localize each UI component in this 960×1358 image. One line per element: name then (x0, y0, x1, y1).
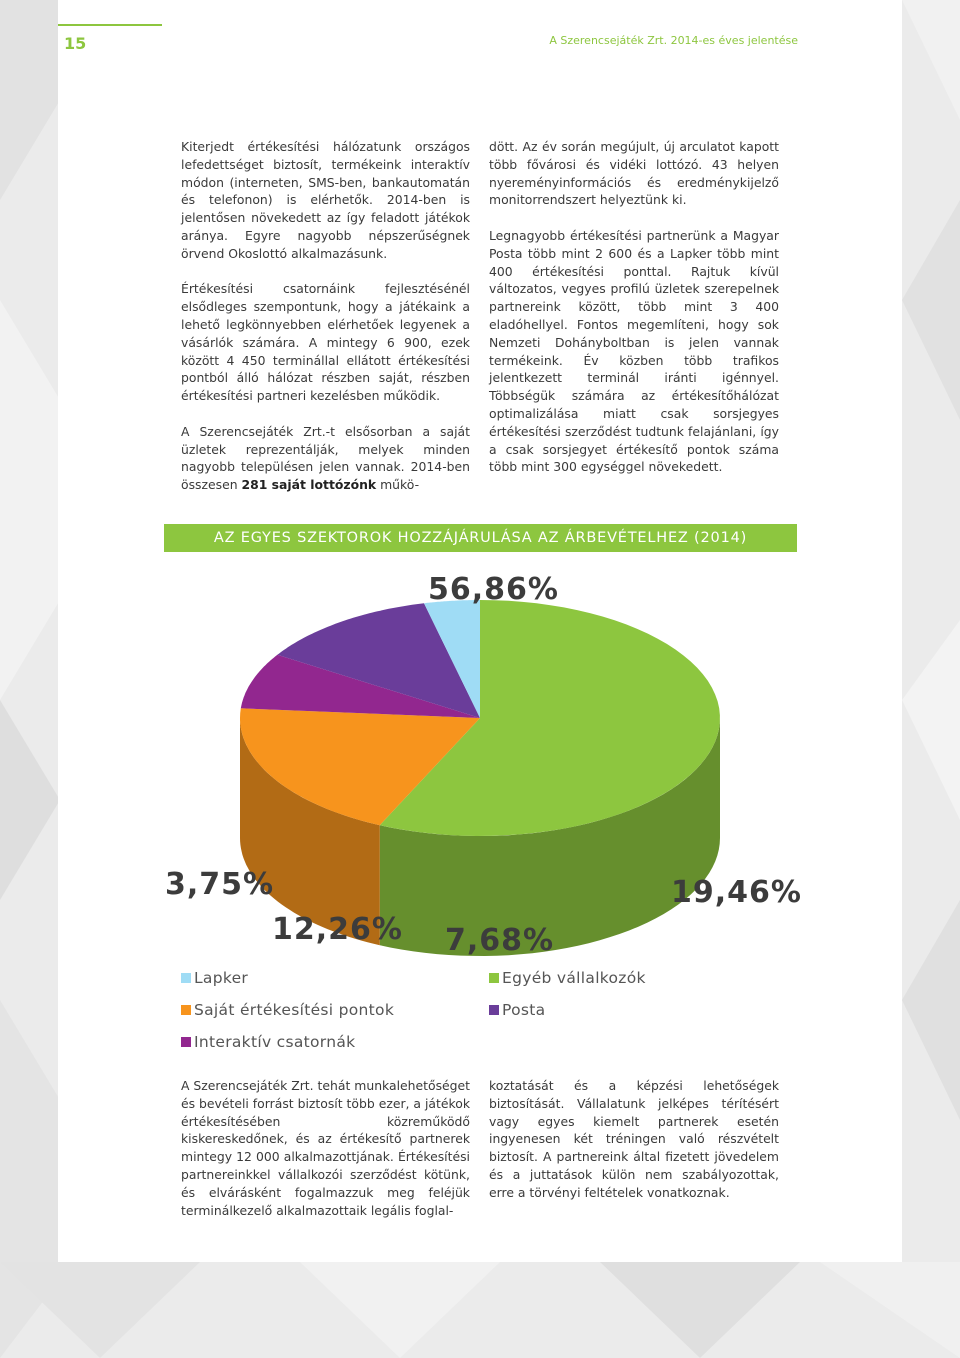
legend-swatch (181, 973, 191, 983)
legend-swatch (181, 1037, 191, 1047)
paragraph: koztatását és a képzési lehetőségek biztosítását. Vállalatunk jelképes térítésért vagy egyes kiemelt partnerek esetén ingyenesen két tréningen való részvételt biztosít. A partnereink által fizetett jövedelem és a juttatások külön nem szabályozottak, erre a törvényi feltételek vonatkoznak. (489, 1078, 779, 1200)
legend-swatch (181, 1005, 191, 1015)
legend-item (181, 967, 248, 989)
paragraph: Kiterjedt értékesítési hálózatunk országos lefedettséget biztosít, termékeink interaktív módon (interneten, SMS-ben, bankautomatán és telefonon) is elérhetők. 2014-ben is jelentősen növekedett az így feladott játékok aránya. Egyre nagyobb népszerűségnek örvend Okoslottó alkalmazásunk. (181, 139, 470, 261)
legend-label: Egyéb vállalkozók (502, 969, 646, 987)
legend-item (181, 999, 394, 1021)
running-header: A Szerencsejáték Zrt. 2014-es éves jelentése (549, 34, 798, 47)
legend-label: Interaktív csatornák (194, 1033, 356, 1051)
legend-swatch (489, 973, 499, 983)
page-number: 15 (64, 34, 87, 53)
paragraph: A Szerencsejáték Zrt. tehát munkalehetőséget és bevételi forrást biztosít több ezer, a játékok értékesítésében közreműködő kiskereskedőnek, és az értékesítő partnerek mintegy 12 000 alkalmazottjának. Értékesítési partnereinkkel vállalkozói szerződést kötünk, és elvárásként fogalmazzuk meg feléjük terminálkezelő alkalmazottaik legális foglal- (181, 1078, 471, 1218)
legend-label: Saját értékesítési pontok (194, 1001, 395, 1019)
legend-swatch (489, 1005, 499, 1015)
legend-item (489, 999, 545, 1021)
legend-label: Lapker (194, 969, 249, 987)
pie-value-label: 19,46% (671, 875, 802, 910)
paragraph-text: műkö- (376, 477, 420, 493)
legend-item (181, 1031, 355, 1053)
paragraph: dött. Az év során megújult, új arculatot kapott több fővárosi és vidéki lottózó. 43 helyen nyereményinformációs és eredménykijelző monitorrendszert helyeztünk ki. (489, 139, 779, 208)
paragraph: Értékesítési csatornáink fejlesztésénél elsődleges szempontunk, hogy a játékaink a lehető legkönnyebben elérhetőek legyenek a vásárlók számára. A mintegy 6 900, ezek között 4 450 terminállal ellátott értékesítési pontból álló hálózat részben saját, részben értékesítési partneri kezelésben működik. (181, 281, 470, 404)
paragraph-text: A Szerencsejáték Zrt.-t elsősorban a saját üzletek reprezentálják, melyek minden nagyobb településen jelen vannak. 2014-ben összesen (181, 423, 470, 493)
legend-label: Posta (502, 1001, 546, 1019)
emphasis-text: 281 saját lottózónk (241, 477, 377, 493)
pie-value-label: 7,68% (445, 923, 555, 958)
chart-title: AZ EGYES SZEKTOROK HOZZÁJÁRULÁSA AZ ÁRBEVÉTELHEZ (2014) (164, 524, 797, 552)
paragraph: Legnagyobb értékesítési partnerünk a Magyar Posta több mint 2 600 és a Lapker több mint 400 értékesítési ponttal. Rajtuk kívül változatos, vegyes profilú üzletek szerepelnek partnereink között, több mint 3 400 eladóhellyel. Fontos megemlíteni, hogy sok Nemzeti Dohányboltban is jelen vannak termékeink. Év közben több trafikos jelentkezett terminál iránti igénnyel. Többségük számára az értékesítőhálózat optimalizálása miatt csak sorsjegyes értékesítési szerződést tudtunk felajánlani, így a csak sorsjegyet értékesítő pontok száma több mint 300 egységgel növekedett. (489, 227, 779, 475)
legend-item (489, 967, 646, 989)
pie-value-label: 56,86% (428, 572, 559, 607)
text-column-left-bottom (181, 1077, 470, 1237)
text-column-right-bottom (489, 1077, 779, 1219)
pie-value-label: 12,26% (272, 912, 403, 947)
pie-value-label: 3,75% (165, 867, 275, 902)
